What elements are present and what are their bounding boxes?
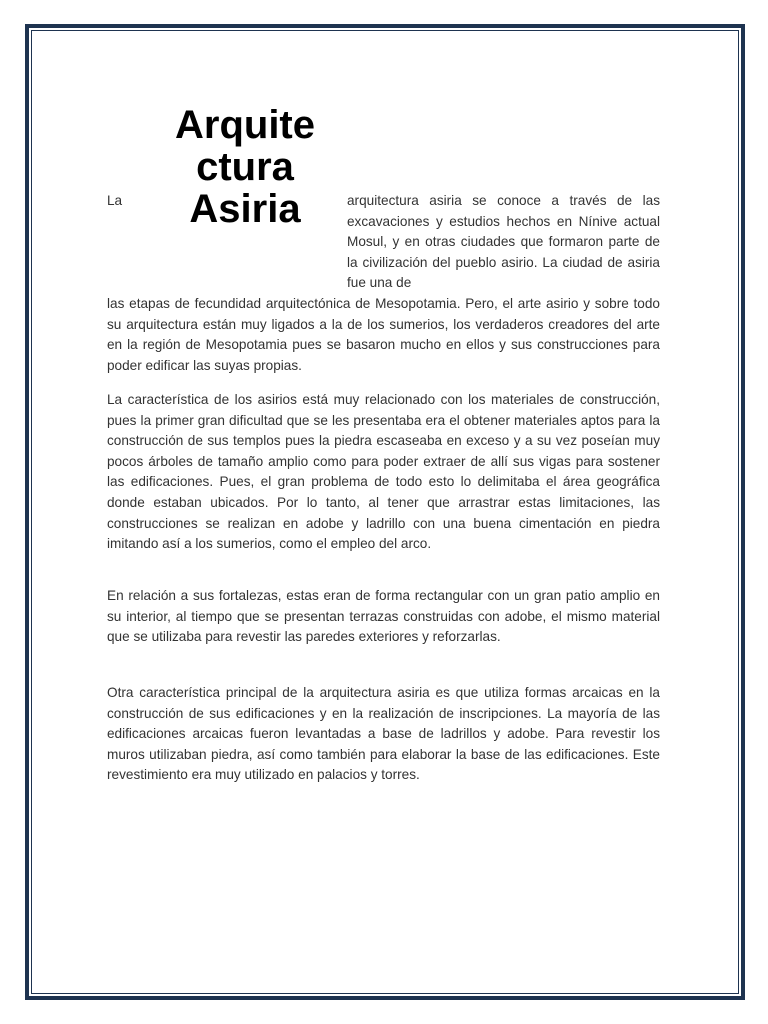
paragraph-3: En relación a sus fortalezas, estas eran de forma rectangular con un gran patio amplio en su interior, al tiempo que se presentan terrazas construidas con adobe, el mismo material que se utilizaba para revestir las paredes exteriores y reforzarlas. bbox=[107, 588, 660, 645]
lead-word: La bbox=[107, 193, 123, 208]
paragraph-2: La característica de los asirios está muy relacionado con los materiales de construcción, pues la primer gran dificultad que se les presentaba era el obtener materiales aptos para la construcción de sus templos pues la piedra escaseaba en exceso y a su vez poseían muy pocos árboles de tamaño amplio como para poder extraer de allí sus vigas para sostener las edificaciones. Pues, el gran problema de todo esto lo delimitaba el área geográfica donde estaban ubicados. Por lo tanto, al tener que arrastrar estas limitaciones, las construcciones se realizan en adobe y ladrillo con una buena cimentación en piedra imitando así a los sumerios, como el empleo del arco. bbox=[107, 392, 660, 552]
document-title bbox=[160, 104, 330, 230]
intro-side-text: arquitectura asiria se conoce a través de las excavaciones y estudios hechos en Nínive actual Mosul, y en otras ciudades que formaron parte de la civilización del pueblo asirio. La ciudad de asiria fue una de bbox=[347, 193, 660, 291]
title-line-2: ctura bbox=[196, 145, 294, 189]
paragraph-4: Otra característica principal de la arquitectura asiria es que utiliza formas arcaicas en la construcción de sus edificaciones y en la realización de inscripciones. La mayoría de las edificaciones arcaicas fueron levantadas a base de ladrillos y adobe. Para revestir los muros utilizaban piedra, así como también para elaborar la base de las edificaciones. Este revestimiento era muy utilizado en palacios y torres. bbox=[107, 685, 660, 783]
title-line-3: Asiria bbox=[189, 187, 301, 231]
title-line-1: Arquite bbox=[175, 103, 315, 147]
paragraph-1: las etapas de fecundidad arquitectónica de Mesopotamia. Pero, el arte asirio y sobre todo su arquitectura están muy ligados a la de los sumerios, los verdaderos creadores del arte en la región de Mesopotamia pues se basaron mucho en ellos y sus construcciones para poder edificar las suyas propias. bbox=[107, 296, 660, 373]
